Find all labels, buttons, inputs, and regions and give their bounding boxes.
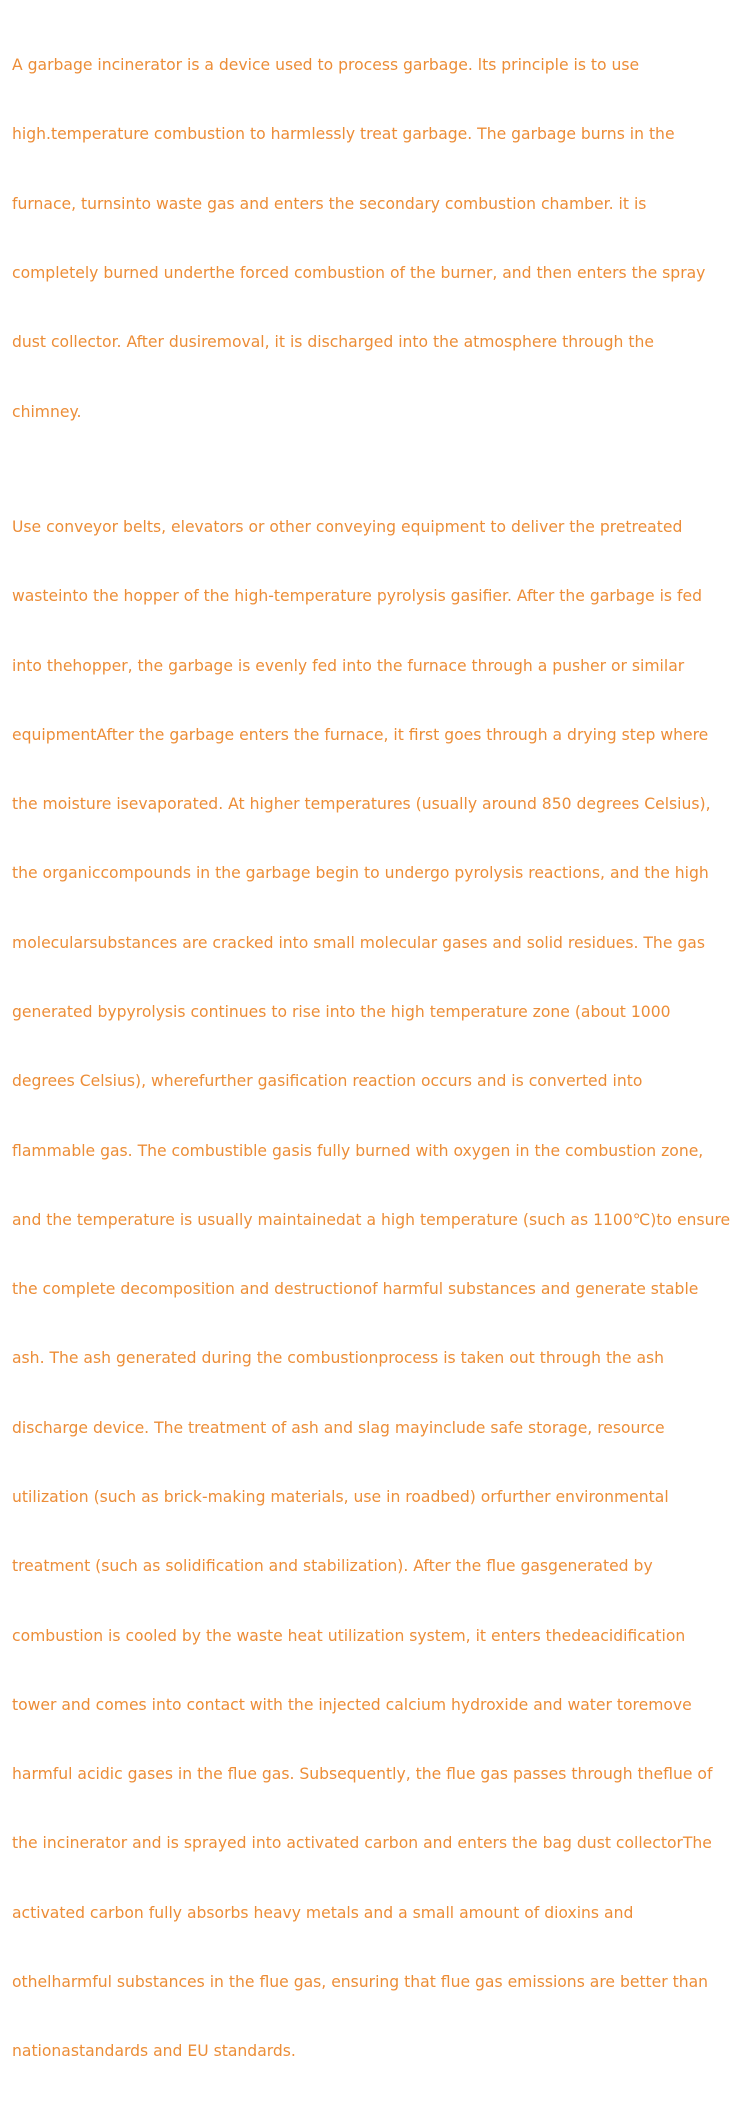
text-line: discharge device. The treatment of ash and slag mayinclude safe storage, resource [12, 1418, 665, 1437]
text-line: equipmentAfter the garbage enters the furnace, it first goes through a drying step where [12, 725, 709, 744]
text-line: harmful acidic gases in the flue gas. Subsequently, the flue gas passes through theflue of [12, 1765, 713, 1784]
text-line: into thehopper, the garbage is evenly fed into the furnace through a pusher or similar [12, 656, 685, 675]
text-line: combustion is cooled by the waste heat utilization system, it enters thedeacidification [12, 1626, 686, 1645]
text-line: molecularsubstances are cracked into small molecular gases and solid residues. The gas [12, 933, 705, 952]
text-line: flammable gas. The combustible gasis fully burned with oxygen in the combustion zone, [12, 1141, 704, 1160]
text-line: completely burned underthe forced combustion of the burner, and then enters the spray [12, 264, 706, 283]
text-line: tower and comes into contact with the injected calcium hydroxide and water toremove [12, 1695, 692, 1714]
text-line: treatment (such as solidification and stabilization). After the flue gasgenerated by [12, 1557, 653, 1576]
text-line: othelharmful substances in the flue gas, ensuring that flue gas emissions are better than [12, 1972, 709, 1991]
text-line: degrees Celsius), wherefurther gasification reaction occurs and is converted into [12, 1072, 643, 1091]
text-line: generated bypyrolysis continues to rise into the high temperature zone (about 1000 [12, 1003, 671, 1022]
text-line: ash. The ash generated during the combustionprocess is taken out through the ash [12, 1349, 665, 1368]
text-line: utilization (such as brick-making materials, use in roadbed) orfurther environmental [12, 1488, 669, 1506]
paragraph-incinerator-principle [12, 8, 740, 470]
text-line: and the temperature is usually maintainedat a high temperature (such as 1100℃)to ensure [12, 1210, 731, 1229]
text-line: dust collector. After dusiremoval, it is discharged into the atmosphere through the [12, 333, 654, 352]
text-line: the incinerator and is sprayed into activated carbon and enters the bag dust collectorThe [12, 1834, 712, 1853]
text-line: Use conveyor belts, elevators or other conveying equipment to deliver the pretreated [12, 518, 683, 537]
text-line: furnace, turnsinto waste gas and enters the secondary combustion chamber. it is [12, 194, 647, 213]
text-line: A garbage incinerator is a device used to process garbage. lts principle is to use [12, 56, 640, 75]
text-line: wasteinto the hopper of the high-temperature pyrolysis gasifier. After the garbage is fed [12, 587, 702, 606]
text-line: activated carbon fully absorbs heavy metals and a small amount of dioxins and [12, 1903, 634, 1922]
text-line: high.temperature combustion to harmlessly treat garbage. The garbage burns in the [12, 125, 675, 144]
paragraph-process-description [12, 470, 740, 2110]
text-line: the complete decomposition and destructionof harmful substances and generate stable [12, 1280, 699, 1299]
text-line: the organiccompounds in the garbage begin to undergo pyrolysis reactions, and the high [12, 864, 709, 883]
text-line: chimney. [12, 402, 82, 421]
text-line: the moisture isevaporated. At higher temperatures (usually around 850 degrees Celsius), [12, 795, 711, 814]
text-line: nationastandards and EU standards. [12, 2042, 296, 2061]
